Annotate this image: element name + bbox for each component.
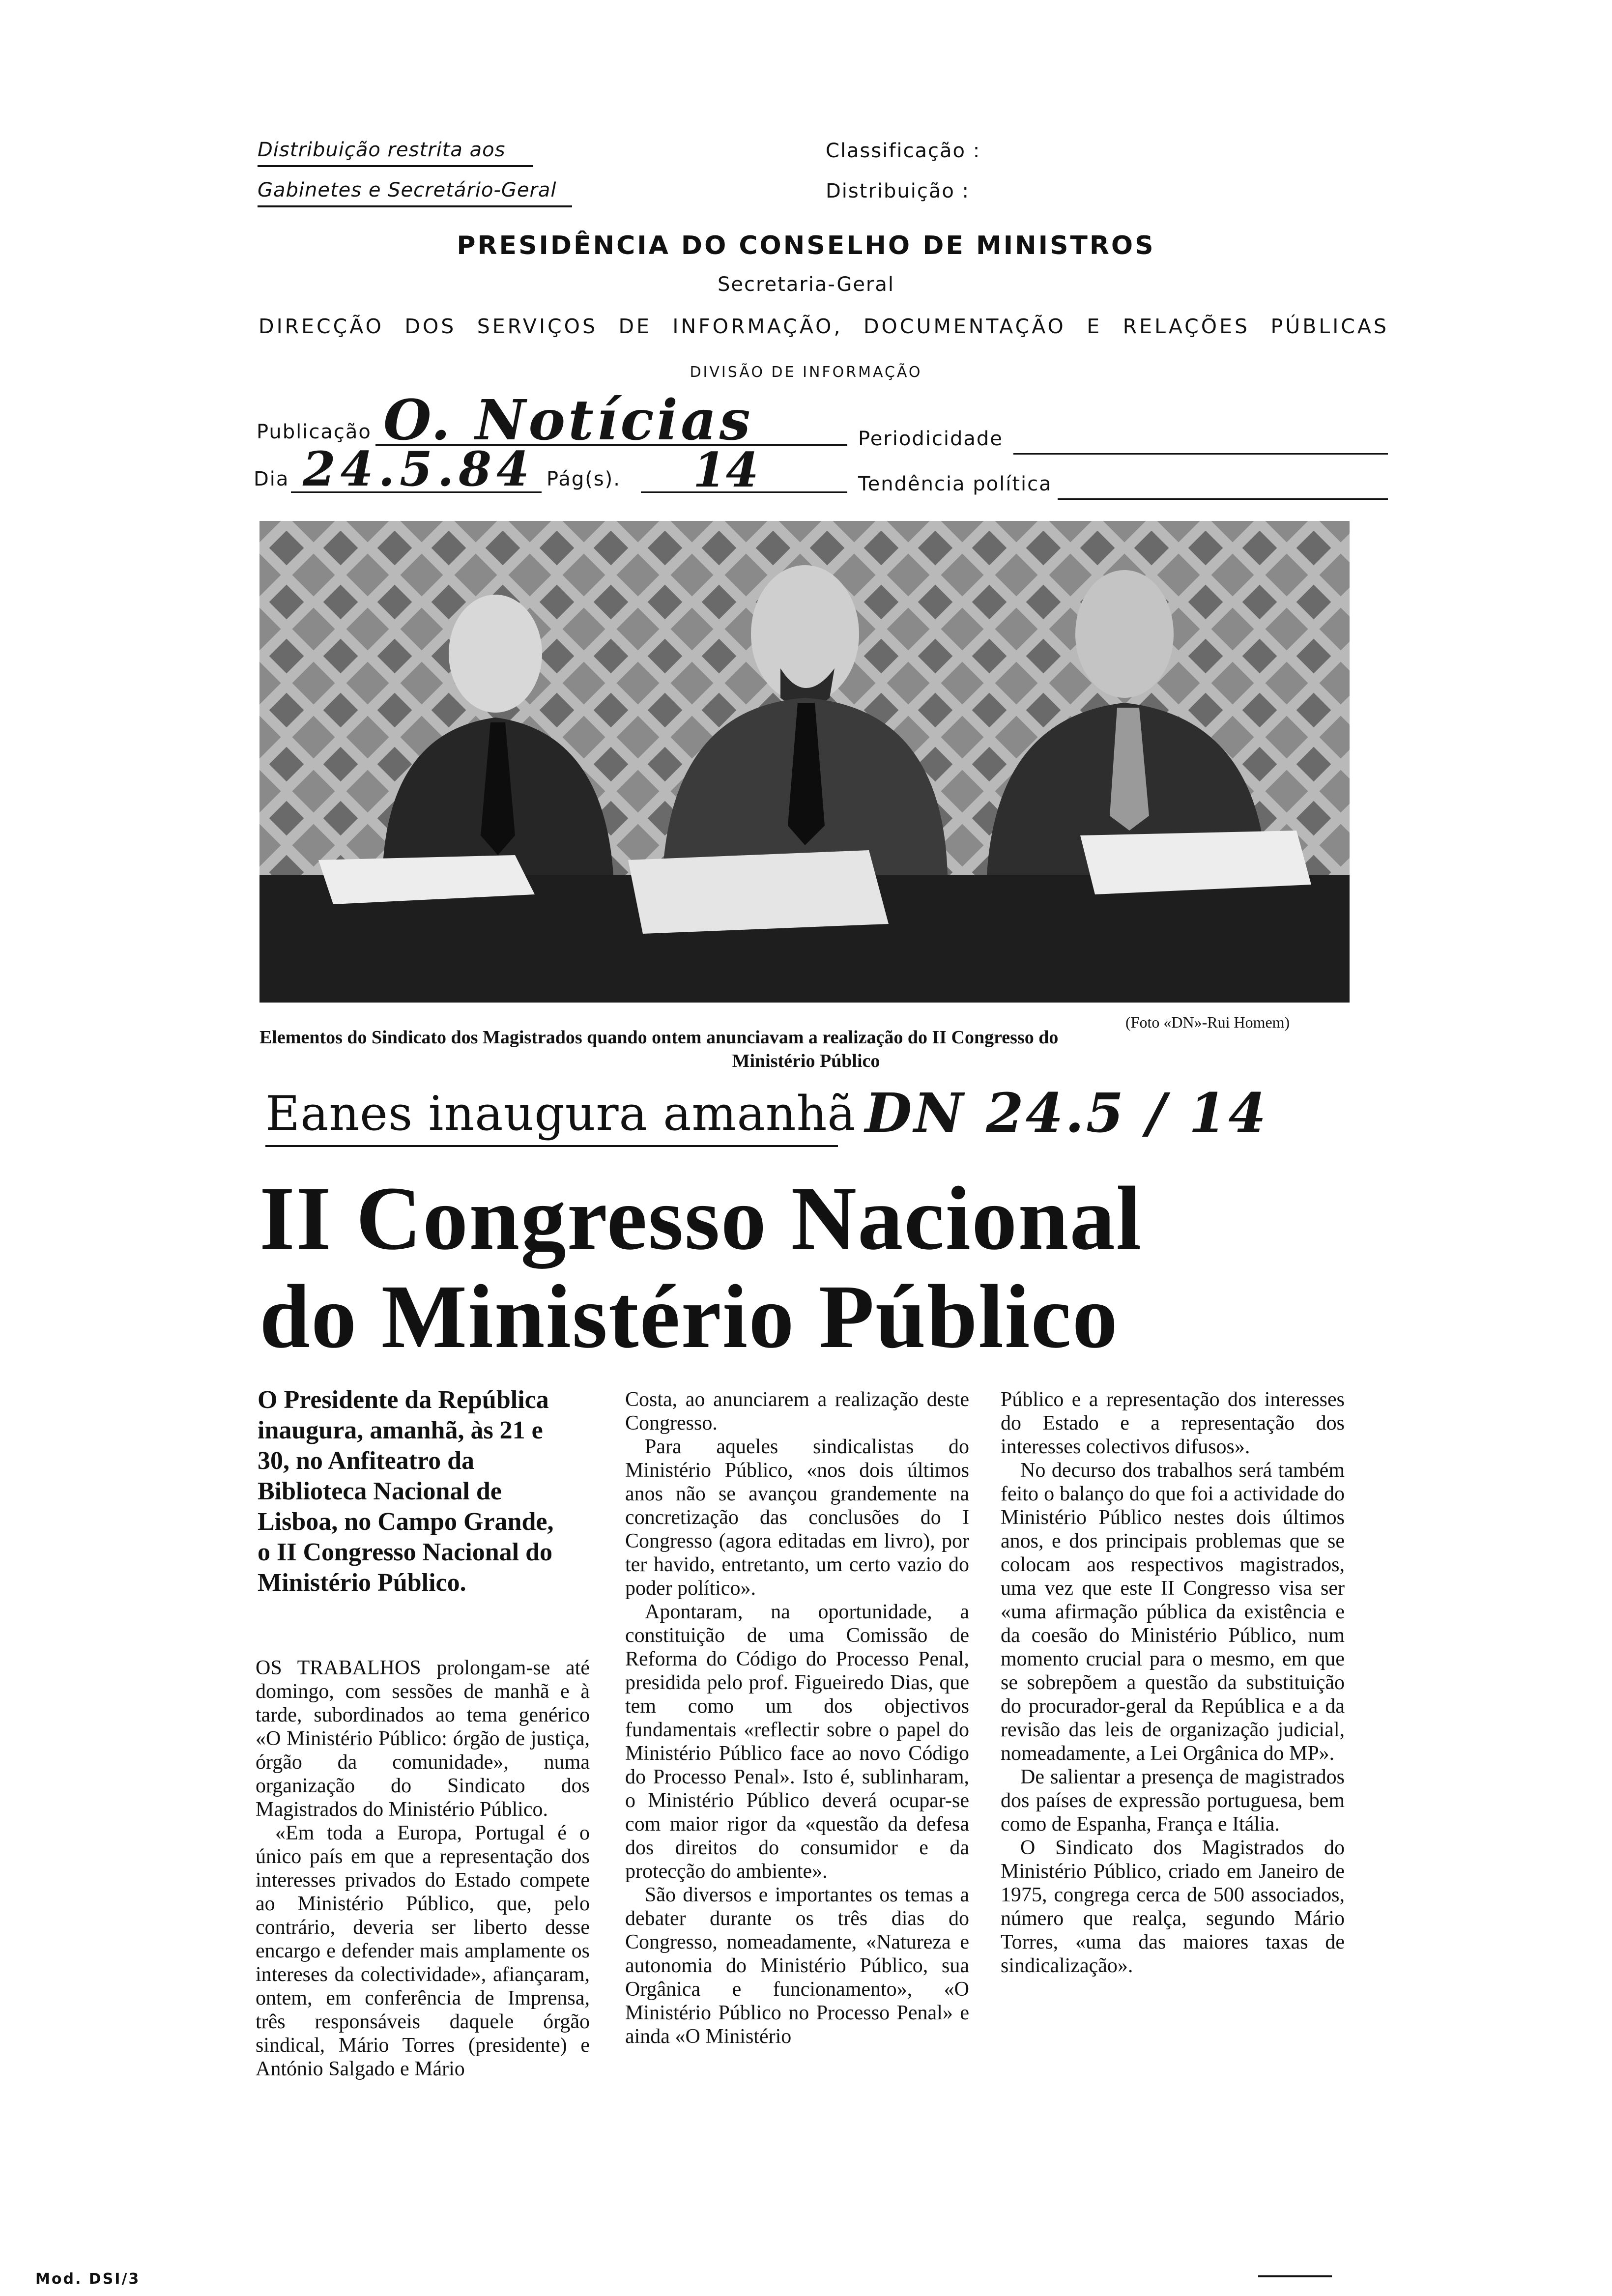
handwritten-annotation: DN 24.5 / 14 <box>865 1081 1268 1145</box>
col3-paragraph-4: O Sindicato dos Magistrados do Ministério Público, criado em Janeiro de 1975, congrega cerca de 500 associados, número que realça, segundo Mário Torres, «uma das maiores taxas de sindicalização». <box>1001 1837 1345 1977</box>
restriction-line-1: Distribuição restrita aos <box>258 139 506 161</box>
tendencia-line <box>1058 498 1388 500</box>
col2-paragraph-2: Para aqueles sindicalistas do Ministério Público, «nos dois últimos anos não se avançou grandemente na concretização das conclusões do I Congresso (agora editadas em livro), por ter havido, entretanto, um certo vazio do poder político». <box>625 1435 969 1600</box>
directorate-title: DIRECÇÃO DOS SERVIÇOS DE INFORMAÇÃO, DOCUMENTAÇÃO E RELAÇÕES PÚBLICAS <box>259 315 1389 338</box>
col2-paragraph-4: São diversos e importantes os temas a debater durante os três dias do Congresso, nomeadamente, «Natureza e autonomia do Ministério Público, sua Orgânica e funcionamento», «O Ministério Público no Processo Penal» e ainda «O Ministério <box>625 1884 969 2048</box>
restriction-underline-2 <box>258 205 572 207</box>
distribuicao-label: Distribuição : <box>826 180 970 202</box>
col2-paragraph-3: Apontaram, na oportunidade, a constituição de uma Comissão de Reforma do Código do Processo Penal, presidida pelo prof. Figueiredo Dias, que tem como um dos objectivos fundamentais «reflectir sobre o papel do Ministério Público face ao novo Código do Processo Penal». Isto é, sublinharam, o Ministério Público deverá ocupar-se com maior rigor da «questão da defesa dos direitos do consumidor e da protecção do ambiente». <box>625 1601 969 1883</box>
pags-label: Pág(s). <box>547 468 621 490</box>
kicker-underline <box>265 1145 838 1147</box>
article-headline-line-2: do Ministério Público <box>259 1266 1119 1367</box>
pags-handwritten-value: 14 <box>693 442 759 498</box>
photo-caption-line-2: Ministério Público <box>732 1051 880 1071</box>
article-column-1 <box>256 1656 590 2081</box>
col2-paragraph-1: Costa, ao anunciarem a realização deste Congresso. <box>625 1388 969 1435</box>
tendencia-label: Tendência política <box>858 473 1052 495</box>
article-kicker: Eanes inaugura amanhã <box>265 1086 856 1141</box>
col3-paragraph-1: Público e a representação dos interesses do Estado e a representação dos interesses colectivos difusos». <box>1001 1388 1345 1458</box>
restriction-underline-1 <box>258 165 533 167</box>
periodicidade-label: Periodicidade <box>858 428 1003 450</box>
division-title: DIVISÃO DE INFORMAÇÃO <box>690 364 922 381</box>
press-conference-photo <box>259 521 1350 1003</box>
col1-paragraph-1: OS TRABALHOS prolongam-se até domingo, com sessões de manhã e à tarde, subordinados ao tema genérico «O Ministério Público: órgão de justiça, órgão da comunidade», numa organização do Sindicato dos Magistrados do Ministério Público. <box>256 1657 590 1821</box>
form-code: Mod. DSI/3 <box>35 2270 141 2288</box>
article-end-rule <box>1258 2275 1332 2277</box>
institution-title: PRESIDÊNCIA DO CONSELHO DE MINISTROS <box>457 231 1155 260</box>
article-column-3 <box>1001 1388 1345 1978</box>
secretariat-title: Secretaria-Geral <box>717 273 894 296</box>
article-headline-line-1: II Congresso Nacional <box>259 1168 1143 1269</box>
photo-credit: (Foto «DN»-Rui Homem) <box>1125 1013 1290 1031</box>
publicacao-handwritten-value: O. Notícias <box>383 388 753 453</box>
dia-label: Dia <box>254 468 289 490</box>
restriction-line-2: Gabinetes e Secretário-Geral <box>258 179 557 201</box>
article-lead: O Presidente da República inaugura, amanhã, às 21 e 30, no Anfiteatro da Biblioteca Nacional de Lisboa, no Campo Grande, o II Congresso Nacional do Ministério Público. <box>258 1386 554 1597</box>
periodicidade-line <box>1013 453 1388 455</box>
col3-paragraph-3: De salientar a presença de magistrados dos países de expressão portuguesa, bem como de Espanha, França e Itália. <box>1001 1766 1345 1836</box>
photo-caption-line-1: Elementos do Sindicato dos Magistrados quando ontem anunciavam a realização do II Congresso do <box>259 1027 1059 1048</box>
article-column-2 <box>625 1388 969 2048</box>
publicacao-label: Publicação <box>257 421 372 443</box>
col3-paragraph-2: No decurso dos trabalhos será também feito o balanço do que foi a actividade do Ministério Público nestes dois últimos anos, e dos principais problemas que se colocam aos respectivos magistrados, uma vez que este II Congresso visa ser «uma afirmação pública da existência e da coesão do Ministério Público, num momento crucial para o mesmo, em que se sobrepõem a questão da substituição do procurador-geral da República e a da revisão das leis de organização judicial, nomeadamente, a Lei Orgânica do MP». <box>1001 1459 1345 1765</box>
dia-handwritten-value: 24.5.84 <box>303 441 534 497</box>
classificacao-label: Classificação : <box>826 140 981 162</box>
photo-illustration <box>259 521 1350 1003</box>
col1-paragraph-2: «Em toda a Europa, Portugal é o único país em que a representação dos interesses privados do Estado compete ao Ministério Público, que, pelo contrário, deveria ser liberto desse encargo e defender mais amplamente os intereses da colectividade», afiançaram, ontem, em conferência de Imprensa, três responsáveis daquele órgão sindical, Mário Torres (presidente) e António Salgado e Mário <box>256 1822 590 2080</box>
